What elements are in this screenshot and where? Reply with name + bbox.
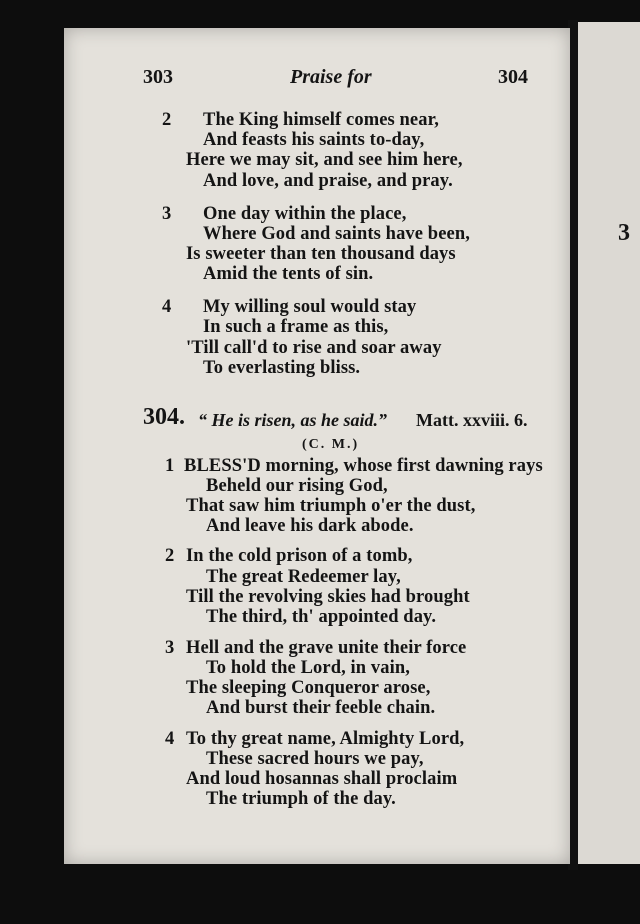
verse-line: These sacred hours we pay,: [206, 749, 424, 769]
verse-line: And leave his dark abode.: [206, 516, 414, 536]
verse-line: The third, th' appointed day.: [206, 607, 437, 627]
header-right-number: 304: [498, 66, 528, 88]
verse-line: And loud hosannas shall proclaim: [186, 769, 458, 789]
verse-line: Hell and the grave unite their force: [186, 638, 467, 658]
verse-line: 'Till call'd to rise and soar away: [186, 338, 442, 358]
verse-line: Here we may sit, and see him here,: [186, 150, 463, 170]
verse-line: And burst their feeble chain.: [206, 698, 436, 718]
verse-line: BLESS'D morning, whose first dawning rays: [184, 456, 543, 476]
verse-line: Is sweeter than ten thousand days: [186, 244, 456, 264]
verse-line: Till the revolving skies had brought: [186, 587, 470, 607]
running-header: [0, 66, 640, 96]
verse-line: Beheld our rising God,: [206, 476, 388, 496]
verse-line: The sleeping Conqueror arose,: [186, 678, 431, 698]
verse-line: In such a frame as this,: [203, 317, 389, 337]
hymn-meter: (C. M.): [302, 437, 360, 452]
verse-number: 3: [162, 204, 172, 224]
verse-line: To thy great name, Almighty Lord,: [186, 729, 465, 749]
verse-line: That saw him triumph o'er the dust,: [186, 496, 476, 516]
verse-number: 2: [165, 546, 175, 566]
verse-line: And love, and praise, and pray.: [203, 171, 453, 191]
verse-line: And feasts his saints to-day,: [203, 130, 425, 150]
verse-line: The King himself comes near,: [203, 110, 439, 130]
verse-line: My willing soul would stay: [203, 297, 417, 317]
facing-page-bleed-text: 3: [618, 220, 630, 246]
hymn-title: “ He is risen, as he said.”: [198, 410, 388, 430]
verse-number: 1: [165, 456, 175, 476]
verse-line: The great Redeemer lay,: [206, 567, 401, 587]
header-left-number: 303: [143, 66, 173, 88]
verse-line: To everlasting bliss.: [203, 358, 361, 378]
header-title: Praise for: [290, 66, 372, 88]
verse-number: 4: [162, 297, 172, 317]
facing-page-edge: [578, 22, 640, 864]
verse-line: To hold the Lord, in vain,: [206, 658, 410, 678]
verse-line: Where God and saints have been,: [203, 224, 470, 244]
scripture-reference: Matt. xxviii. 6.: [416, 410, 528, 430]
verse-number: 3: [165, 638, 175, 658]
verse-line: Amid the tents of sin.: [203, 264, 374, 284]
verse-line: In the cold prison of a tomb,: [186, 546, 413, 566]
verse-number: 2: [162, 110, 172, 130]
verse-line: The triumph of the day.: [206, 789, 396, 809]
verse-line: One day within the place,: [203, 204, 407, 224]
hymn-number: 304.: [143, 404, 185, 430]
verse-number: 4: [165, 729, 175, 749]
